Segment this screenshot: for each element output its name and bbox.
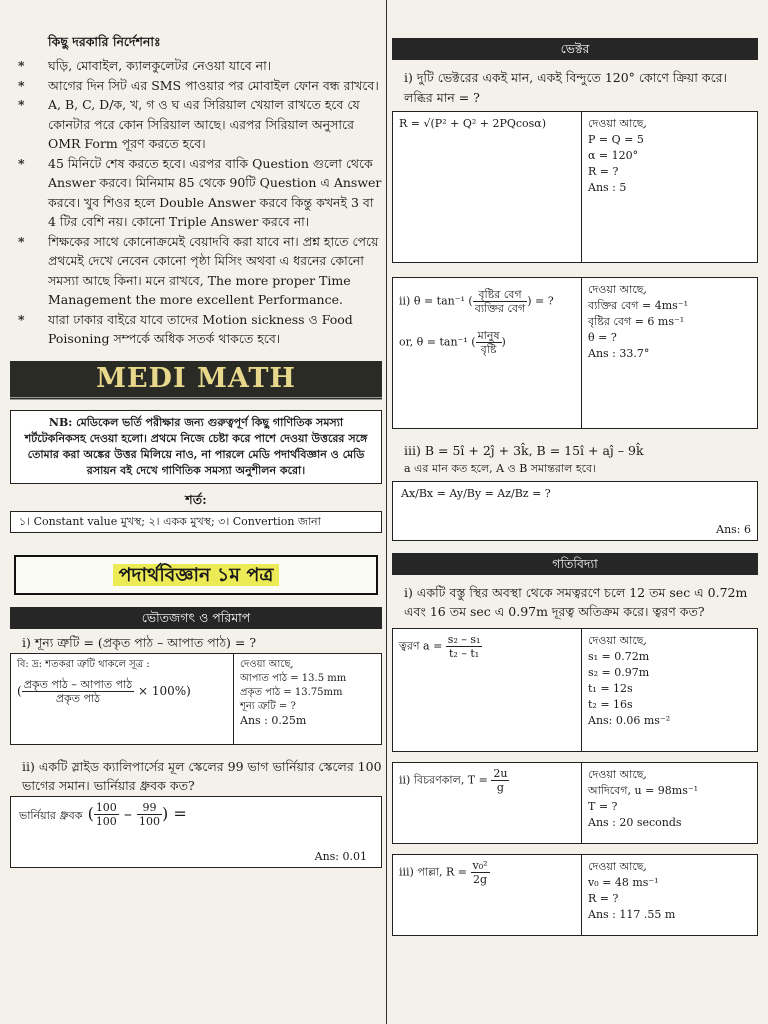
given-line: s₁ = 0.72m (588, 649, 650, 663)
instruction-item: * A, B, C, D/ক, খ, গ ও ঘ এর সিরিয়াল খেয়াল রাখতে হবে যে কোনটার পরে কোন সিরিয়াল আছে। এরপর সিরিয়াল অনুসারে OMR Form পূরণ করতে হবে। (10, 95, 382, 154)
left-column (10, 0, 382, 1024)
kinematics-2-given-cell (582, 763, 757, 843)
instructions-list (10, 56, 382, 349)
instruction-item: * 45 মিনিটে শেষ করতে হবে। এরপর বাকি Question গুলো থেকে Answer করবে। মিনিমাম 85 থেকে 90টি Question এ Answer করবে। খুব শিওর হলে Double Answer করবে কিন্তু কখনই 3 বা 4 টির বেশি নয়। কোনো Triple Answer করবে না। (10, 154, 382, 232)
given-line: দেওয়া আছে, (588, 633, 647, 647)
kinematics-3-given-cell (582, 855, 757, 935)
formula-label: ত্বরণ a = (399, 639, 443, 652)
fraction-b (137, 801, 162, 828)
vector-question-3: iii) B = 5î + 2ĵ + 3k̂, B = 15î + aĵ – 9k̂ (404, 443, 644, 458)
velocity-fraction (473, 288, 528, 315)
fraction-denominator: 100 (95, 814, 117, 828)
given-line: α = 120° (588, 149, 639, 162)
fraction-denominator: ব্যক্তির বেগ (474, 302, 526, 315)
answer-line: Ans : 5 (588, 181, 627, 194)
question-1-box (10, 653, 382, 745)
range-fraction (471, 859, 490, 886)
acceleration-fraction (446, 633, 483, 660)
vector-2-given-cell (582, 278, 757, 428)
section-title-vector: ভেক্টর (392, 38, 758, 60)
given-line: দেওয়া আছে, (240, 658, 294, 670)
right-column (392, 0, 758, 1024)
kinematics-question-3-box (392, 854, 758, 936)
fraction-denominator: বৃষ্টি (480, 343, 497, 356)
fraction-numerator: 2u (493, 766, 508, 780)
fraction-denominator: প্রকৃত পাঠ (55, 691, 101, 705)
question-2: ii) একটি স্লাইড ক্যালিপার্সের মূল স্কেলের 99 ভাগ ভার্নিয়ার স্কেলের 100 ভাগের সমান। ভার্নিয়ার ধ্রুবক কত? (22, 758, 382, 793)
instruction-item: * ঘড়ি, মোবাইল, ক্যালকুলেটর নেওয়া যাবে না। (10, 56, 382, 76)
fraction-a (94, 801, 119, 828)
vector-question-2-box (392, 277, 758, 429)
formula-label: or, θ = tan⁻¹ (399, 335, 468, 349)
angle-formula-alt: or, θ = tan⁻¹ ( $\frac{\text{মানুষ}}{\text{বৃষ্টি}}$ ) (399, 329, 506, 356)
multiplier: × 100% (137, 683, 187, 698)
given-line: দেওয়া আছে, (588, 283, 647, 296)
fraction-denominator: 100 (138, 814, 160, 828)
angle-formula-cell (393, 278, 582, 428)
given-line: T = ? (588, 799, 618, 813)
given-line: আপাত পাঠ = 13.5 mm (240, 672, 347, 684)
fraction-denominator: t₂ – t₁ (449, 646, 480, 660)
vector-question-1-box (392, 111, 758, 263)
angle-formula: ii) θ = tan⁻¹ ( $\frac{\text{বৃষ্টির বেগ}}{\text{ব্যক্তির বেগ}}$ ) = ? (399, 288, 554, 315)
vector-given-cell (582, 112, 757, 262)
answer-line: Ans : 33.7° (588, 347, 650, 360)
answer-line: Ans : 20 seconds (588, 815, 682, 829)
instruction-item: * যারা ঢাকার বাইরে যাবে তাদের Motion sickness ও Food Poisoning সম্পর্কে অধিক সতর্ক থাকতে হবে। (10, 310, 382, 349)
section-title-physical-world: ভৌতজগৎ ও পরিমাপ (10, 607, 382, 629)
fraction-numerator: 100 (95, 800, 117, 814)
given-line: t₁ = 12s (588, 681, 633, 695)
given-line: t₂ = 16s (588, 697, 633, 711)
instruction-item: * শিক্ষকের সাথে কোনোক্রমেই বেয়াদবি করা যাবে না। প্রশ্ন হাতে পেয়ে প্রথমেই দেখে নেবেন কোনো পৃষ্ঠা মিসিং অথবা এ ধরনের কোনো সমস্যা আছে কিনা। মনে রাখবে, The more proper Time Management the more excellent Performance. (10, 232, 382, 310)
vector-formula-cell: R = √(P² + Q² + 2PQcosα) (393, 112, 582, 262)
given-line: বৃষ্টির বেগ = 6 ms⁻¹ (588, 315, 685, 328)
fraction-denominator: 2g (473, 872, 488, 886)
percent-error-formula: ( $\frac{\text{প্রকৃত পাঠ – আপাত পাঠ}}{\text{প্রকৃত পাঠ}}$ × 100%) (17, 677, 191, 705)
paper-title (14, 555, 378, 595)
acceleration-formula-cell (393, 629, 582, 751)
question-1-note: বি: দ্র: শতকরা ত্রুটি থাকলে সূত্র : (17, 658, 150, 670)
fraction-numerator: মানুষ (477, 329, 500, 342)
conditions-box: ১। Constant value মুখস্থ; ২। একক মুখস্থ; ৩। Convertion জানা (10, 511, 382, 533)
conditions-title: শর্ত: (185, 491, 207, 507)
question-1-given-cell (234, 654, 381, 744)
answer-line: Ans : 117 .55 m (588, 907, 676, 921)
given-line: প্রকৃত পাঠ = 13.75mm (240, 686, 343, 698)
answer-line: Ans : 0.25m (240, 713, 307, 727)
kinematics-question-1-box (392, 628, 758, 752)
vernier-constant-label: ভার্নিয়ার ধ্রুবক (19, 808, 83, 822)
given-line: R = ? (588, 891, 619, 905)
formula-label: ii) বিচরণকাল, T = (399, 773, 488, 786)
column-divider (386, 0, 387, 1024)
answer-line: Ans: 0.06 ms⁻² (588, 713, 671, 727)
question-2-box: ভার্নিয়ার ধ্রুবক ( $\frac{100}{100}$ – $\frac{99}{100}$ ) = Ans: 0.01 (10, 796, 382, 868)
given-line: P = Q = 5 (588, 133, 644, 146)
formula-label: iii) পাল্লা, R = (399, 865, 468, 878)
kinematics-question-2-box (392, 762, 758, 844)
kinematics-question-1: i) একটি বস্তু স্থির অবস্থা থেকে সমত্বরণে চলে 12 তম sec এ 0.72m এবং 16 তম sec এ 0.97m দূরত্ব অতিক্রম করে। ত্বরণ কত? (404, 584, 748, 619)
fraction-numerator: 99 (137, 801, 162, 815)
formula-label: ii) θ = tan⁻¹ (399, 294, 465, 308)
man-rain-fraction (476, 329, 502, 356)
given-line: s₂ = 0.97m (588, 665, 650, 679)
question-1-formula-cell (11, 654, 234, 744)
fraction-numerator: s₂ – s₁ (447, 632, 481, 646)
question-2-answer: Ans: 0.01 (314, 849, 367, 863)
vector-question-1: i) দুটি ভেক্টরের একই মান, একই বিন্দুতে 120° কোণে ক্রিয়া করে। লব্ধির মান = ? (404, 70, 728, 105)
vector-question-3-line2: a এর মান কত হলে, A ও B সমান্তরাল হবে। (404, 461, 597, 475)
medi-math-banner: MEDI MATH (10, 361, 382, 400)
given-line: আদিবেগ, u = 98ms⁻¹ (588, 783, 699, 797)
given-line: v₀ = 48 ms⁻¹ (588, 875, 659, 889)
time-of-flight-fraction (491, 767, 509, 794)
range-formula-cell (393, 855, 582, 935)
equals-unknown: = ? (535, 294, 554, 308)
vector-question-3-answer: Ans: 6 (716, 522, 751, 536)
given-line: শূন্য ত্রুটি = ? (240, 700, 296, 712)
percent-error-fraction (22, 678, 134, 705)
given-line: দেওয়া আছে, (588, 859, 647, 873)
given-line: ব্যক্তির বেগ = 4ms⁻¹ (588, 299, 688, 312)
paper-title-text: পদার্থবিজ্ঞান ১ম পত্র (113, 564, 280, 586)
nb-box: NB: মেডিকেল ভর্তি পরীক্ষার জন্য গুরুত্বপূর্ণ কিছু গাণিতিক সমস্যা শর্টটেকনিকসহ দেওয়া হলো। প্রথমে নিজে চেষ্টা করে পাশে দেওয়া উত্তরের সঙ্গে তোমার করা অঙ্কের উত্তর মিলিয়ে নাও, না পারলে মেডি পদার্থবিজ্ঞান ও মেডি রসায়ন বই দেখে গাণিতিক সমস্যা অনুশীলন করো। (10, 410, 382, 484)
fraction-numerator: v₀² (472, 858, 488, 872)
fraction-numerator: বৃষ্টির বেগ (473, 288, 528, 302)
time-of-flight-formula-cell (393, 763, 582, 843)
instruction-item: * আগের দিন সিট এর SMS পাওয়ার পর মোবাইল ফোন বন্ধ রাখবে। (10, 76, 382, 96)
kinematics-1-given-cell (582, 629, 757, 751)
section-title-kinematics: গতিবিদ্যা (392, 553, 758, 575)
vector-question-3-box (392, 481, 758, 541)
given-line: দেওয়া আছে, (588, 767, 647, 781)
given-line: R = ? (588, 165, 619, 178)
parallel-condition-formula: Ax/Bx = Ay/By = Az/Bz = ? (401, 486, 551, 500)
instructions-heading: কিছু দরকারি নির্দেশনাঃ (48, 34, 161, 49)
given-line: দেওয়া আছে, (588, 117, 647, 130)
given-line: θ = ? (588, 331, 617, 344)
fraction-denominator: g (496, 780, 504, 794)
question-1: i) শূন্য ত্রুটি = (প্রকৃত পাঠ – আপাত পাঠ) = ? (22, 635, 257, 650)
fraction-numerator: প্রকৃত পাঠ – আপাত পাঠ (23, 677, 133, 691)
